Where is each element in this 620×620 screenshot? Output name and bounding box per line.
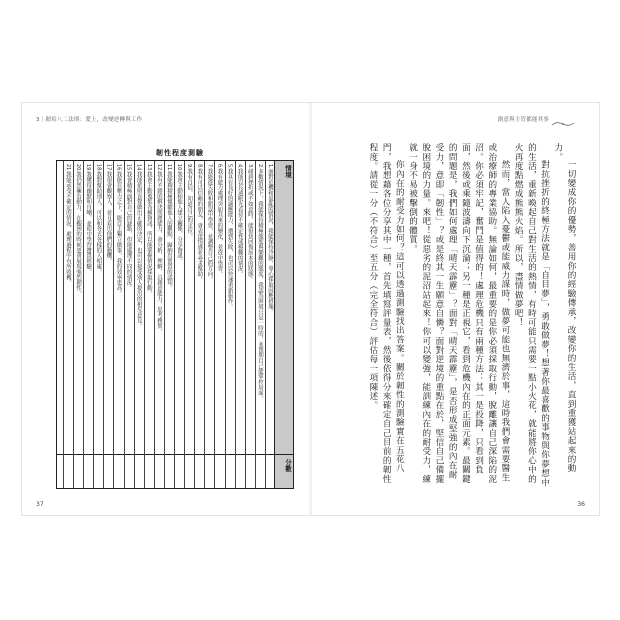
row-statement: 我能夠積極傾聽他人的觀點，歸納出實質的認知。 <box>166 171 172 291</box>
paragraph: 一切變成你的優勢，善用你的經驗傳承，改變你的生活，直到重獲站起來的動力。 <box>552 143 576 473</box>
row-statement: 我能從失敗和錯誤中學習，並調整自己的方向。 <box>206 168 213 283</box>
table-row <box>225 161 235 488</box>
ornament-icon <box>551 120 575 128</box>
resilience-table <box>56 160 294 489</box>
table-row <box>255 161 265 488</box>
row-statement: 碰到挫折或不如意時，能很快回復原本的狀態。 <box>246 168 253 283</box>
table-row <box>245 161 255 488</box>
row-statement: 面對危機和混亂的情況，我能保持冷靜，專心採取因應措施。 <box>267 168 273 315</box>
row-number: 8. <box>196 164 203 169</box>
table-row <box>124 161 134 488</box>
book-spread <box>22 103 599 515</box>
row-statement: 我有能力處理突如其來的變化，並從中學習。 <box>216 168 223 277</box>
table-row <box>144 161 154 488</box>
table-row <box>154 161 164 488</box>
table-row <box>174 161 184 488</box>
table-row <box>194 161 204 488</box>
table-row <box>214 161 224 488</box>
row-number: 5. <box>226 164 233 169</box>
table-row <box>265 161 275 488</box>
table-row <box>73 161 83 488</box>
table-header-column <box>274 161 293 488</box>
row-statement: 我懂得幽默和自嘲，並從中學習寶貴經驗。 <box>85 171 92 275</box>
right-folio: 36 <box>577 501 585 508</box>
left-folio: 37 <box>36 501 44 508</box>
row-number: 1. <box>267 164 273 169</box>
paragraph: 對抗挫折的終極方法就是「自目夢」，勇敢做夢！想著你最喜歡的事物與你夢想中的生活，重新喚起自己對生活的熱情，有時可能只需要一點小火花，就能將你心中的火再度點燃成熊熊火焰。所以，盡情做夢吧！ <box>513 143 550 488</box>
row-number: 4. <box>236 164 243 169</box>
header-situation: 情境 <box>284 165 292 178</box>
row-number: 3. <box>246 164 253 169</box>
left-page <box>22 103 310 515</box>
right-running-head: 創意與主管都能其事 <box>497 117 549 123</box>
row-number: 12. <box>155 164 162 172</box>
row-number: 14. <box>135 164 142 172</box>
table-row <box>93 161 103 488</box>
table-title: 韌性程度測驗 <box>156 149 204 157</box>
row-number: 2. <box>256 164 263 169</box>
row-number: 19. <box>85 164 92 172</box>
row-statement: 我仍然擁有動力，在艱困的時候更會展現強烈韌性。 <box>75 171 82 297</box>
row-statement: 我具有良好的適應能力，遭到失敗，也可以快速重新振作。 <box>226 168 233 310</box>
row-number: 15. <box>125 164 132 172</box>
table-row <box>63 161 73 488</box>
row-statement: 我能在壓力之下，能自主獨立做事，我的效率更高。 <box>115 171 122 297</box>
row-number: 7. <box>206 164 213 169</box>
row-statement: 我能承受不確定的情況，處理過程中有所收穫。 <box>65 171 71 286</box>
row-number: 13. <box>145 164 152 172</box>
header-score: 分數 <box>284 459 292 472</box>
table-row <box>235 161 245 488</box>
row-statement: 我能依照直覺做出正確的決定，也可以接受別人提出的相反意見。 <box>135 171 142 329</box>
row-number: 17. <box>105 164 112 172</box>
right-page <box>311 103 599 515</box>
paragraph: 然而，當人陷入憂鬱或能威力謀時，做夢可能也無濟於事，這時我們會需要醫生或治療師的專業協助。無論如何，最重要的是你必須採取行動，脫離讓自己深陷的泥沼。你必須牢記，奮鬥是值得的！處理危機只有兩種方法：其一是投降，只看到負面，然後或乘隨波濤向下沉淪；另一種是正視它，看到危機內在的正面元素。最關鍵的問題是，我們如何處理「晴天霹靂」？面對「晴天霹靂」，是否形成堅強的內在耐受力，意即「韌性」？或是終其一生願意自憐？面對逆境的重點在於，堅信自己備擺脫困境的力量。來吧！從惡劣的泥沼站起來！你可以變強，能訓練內在的耐受力，練就一身不易被擊倒的體質。 <box>407 143 510 484</box>
row-number: 6. <box>216 164 223 169</box>
left-running-head: 3｜韌培八二法則：愛上，改變逆轉與工作 <box>36 117 143 123</box>
table-row <box>184 161 194 488</box>
row-number: 9. <box>186 164 193 169</box>
table-row <box>113 161 123 488</box>
paragraph: 你內在的耐受力如何？這可以透過測驗找出答案。關於韌性的測驗實在五花八門，我想藉各位分享其中一種，首先填寫評量表，然後依得分來確定自己目前的韌性程度。請從一分（不符合）至五分（完全符合）評估每一項陳述。 <box>367 143 405 484</box>
row-statement: 我對幫助別人，可以和各式各樣的人相處。 <box>95 171 102 275</box>
row-statement: 多數情況下，我能保持積極態度與樂觀的態度，我認為困境只是一時的，並預期自己能掌控局面。 <box>256 168 263 401</box>
row-statement: 我會主動和他人建立關係，分享資訊。 <box>176 171 183 264</box>
table-row <box>83 161 93 488</box>
row-statement: 我有不錯的解決問題能力，會分析、理解，具創意能力，思考務實。 <box>155 171 162 334</box>
row-number: 10. <box>176 164 183 172</box>
row-number: 21. <box>65 164 71 172</box>
row-statement: 我會主動蒐集各種資訊，所以能掌握情況採取行動。 <box>145 171 152 297</box>
row-statement: 我會積極面對自己的缺點，但能處理不同的情況。 <box>125 171 132 291</box>
row-number: 20. <box>75 164 82 172</box>
row-statement: 我很會觀察人，並且看出他們的動機。 <box>105 171 112 264</box>
row-number: 16. <box>115 164 122 172</box>
row-statement: 我有可以信賴的朋友，會表達情感並尋求幫助。 <box>196 168 203 283</box>
row-statement: 我有自信，知道自己的定位。 <box>186 168 193 239</box>
table-row <box>204 161 214 488</box>
row-number: 18. <box>95 164 102 172</box>
row-number: 11. <box>166 164 172 172</box>
table-row <box>134 161 144 488</box>
table-row <box>103 161 113 488</box>
table-row <box>164 161 174 488</box>
body-text <box>366 143 577 488</box>
row-statement: 我能以長遠眼光看待不確定性或模糊的情況。 <box>236 168 243 277</box>
